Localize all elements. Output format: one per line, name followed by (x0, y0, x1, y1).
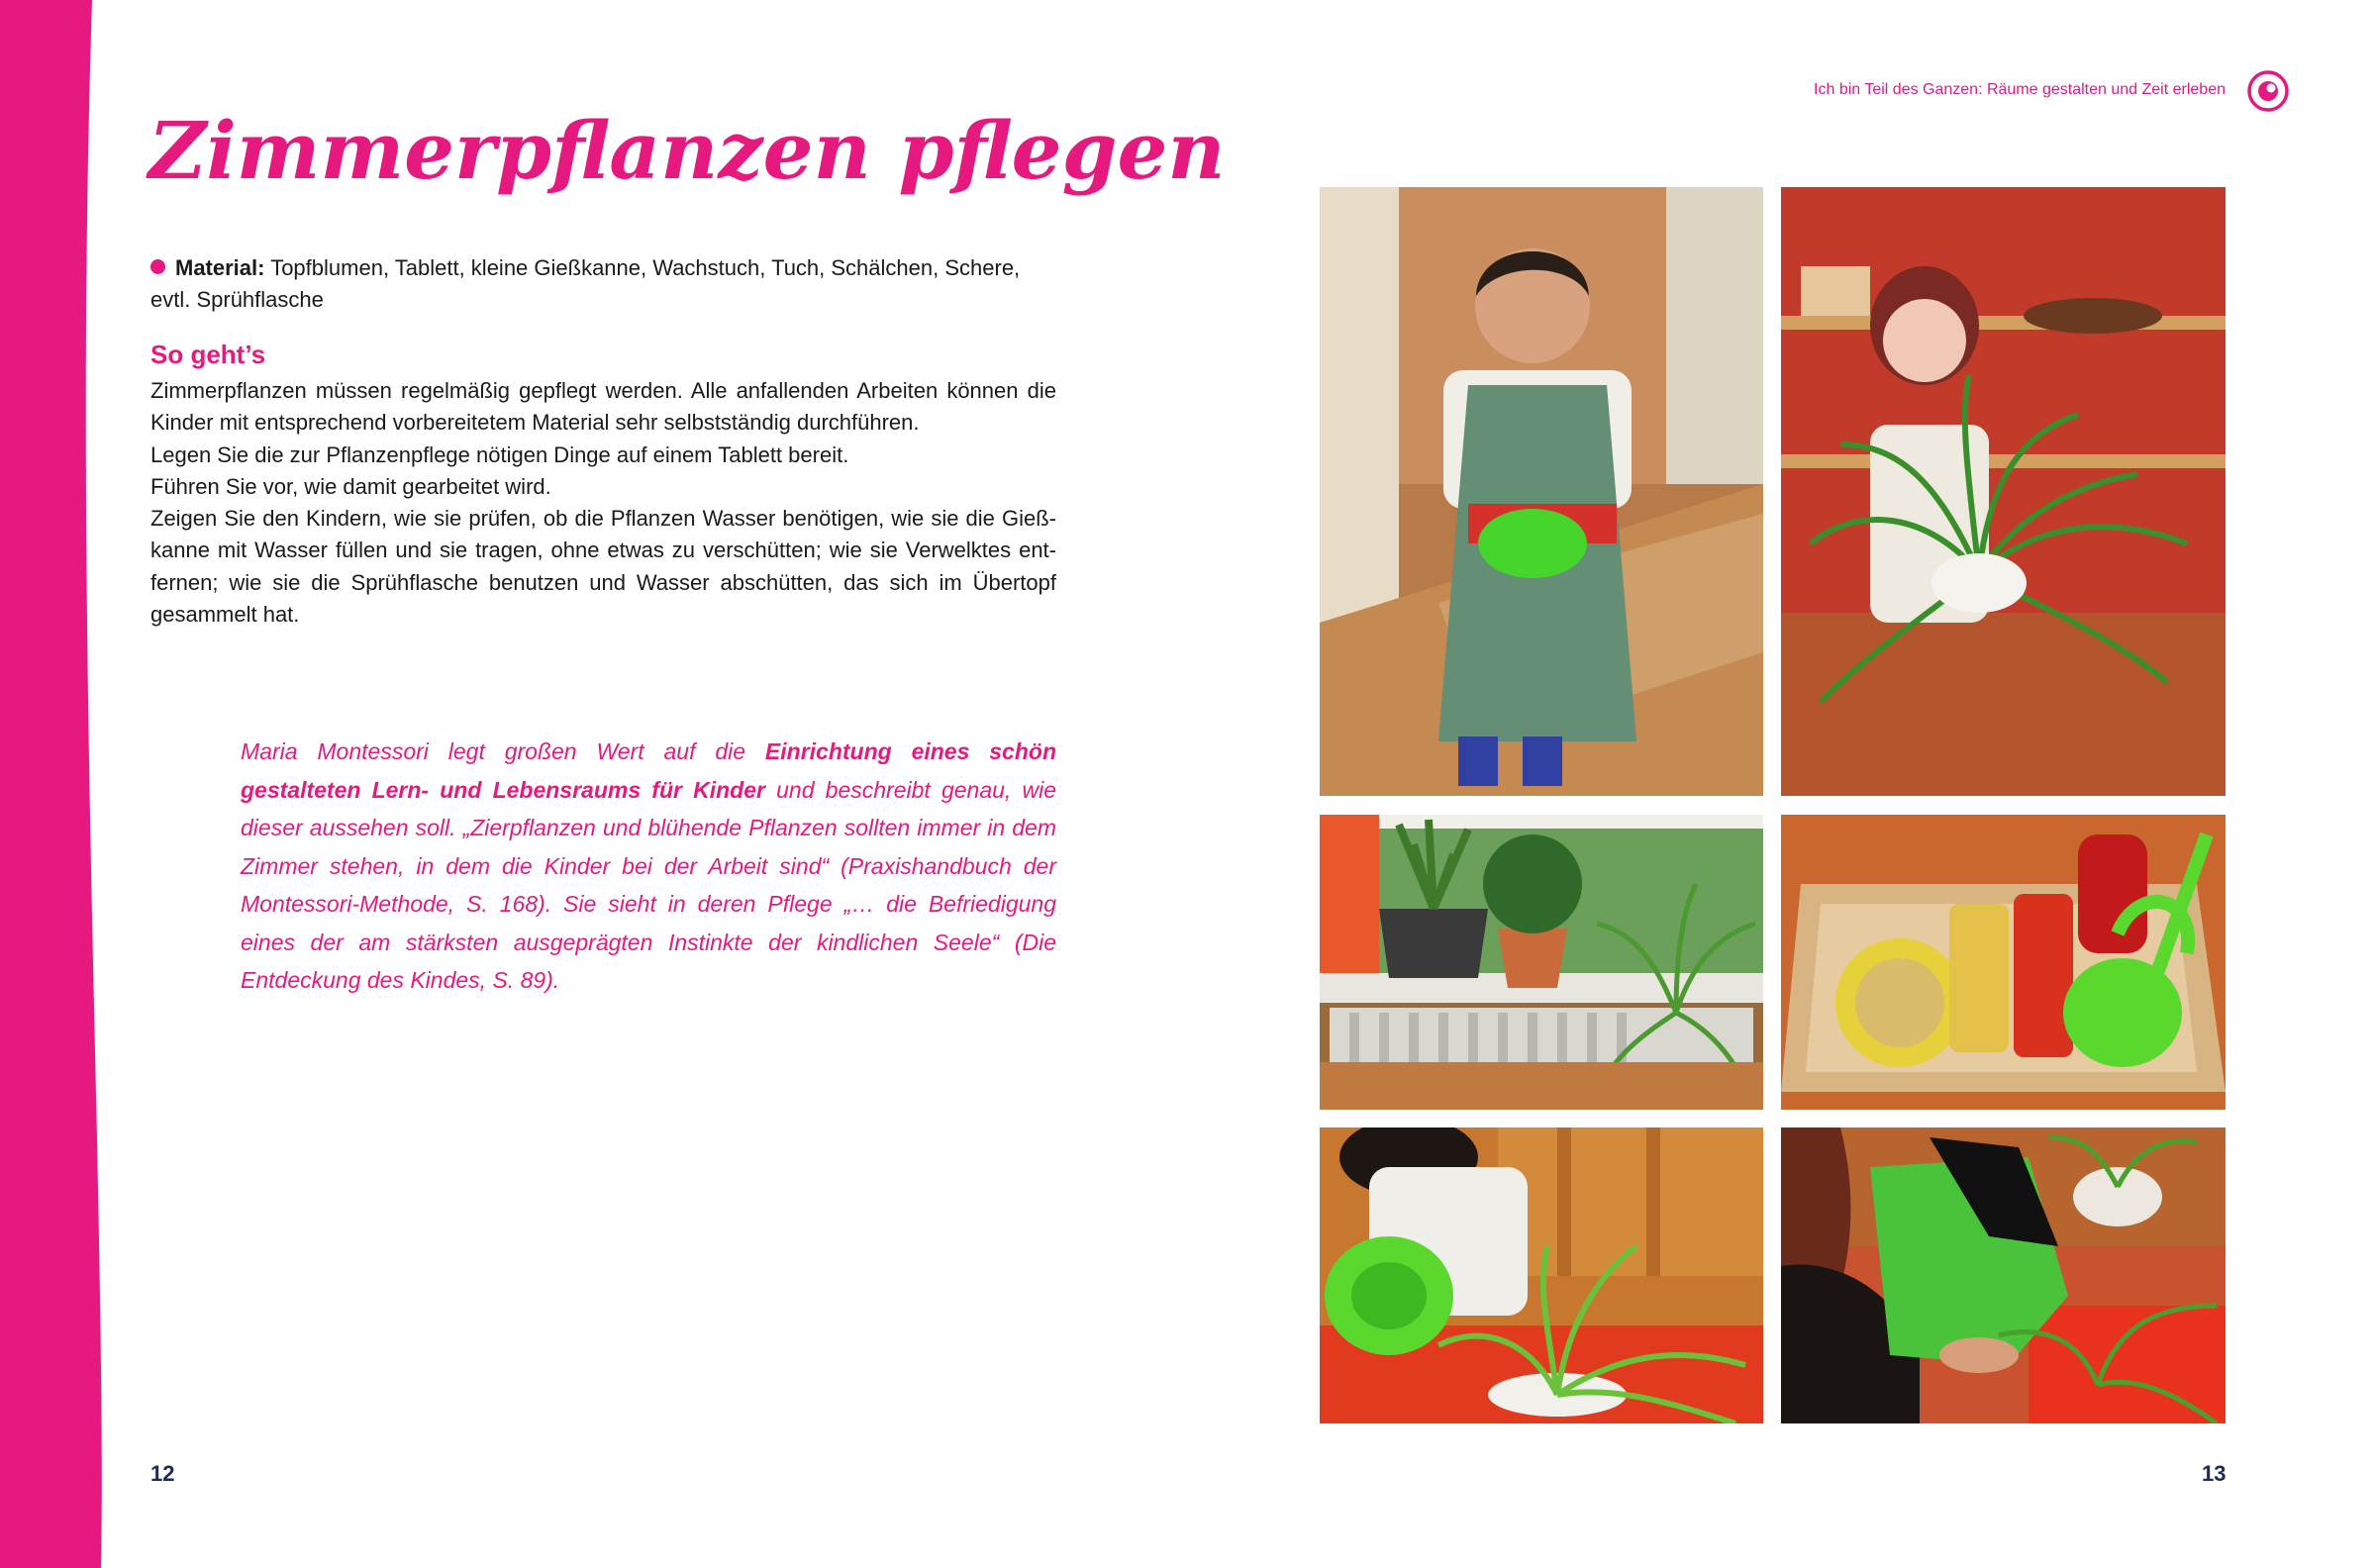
material-line (150, 252, 1056, 316)
body-paragraph: Zeigen Sie den Kindern, wie sie prüfen, ob die Pflanzen Wasser benötigen, wie sie die Gießkanne mit Wasser füllen und sie tragen, ohne etwas zu verschütten; wie sie Verwelktes entfernen; wie sie die Sprühflasche benutzen und Wasser abschütten, das sich im Übertopf gesammelt hat. (150, 506, 1056, 628)
body-paragraph: Zimmerpflanzen müssen regelmäßig gepflegt werden. Alle anfallenden Arbeiten können die Kinder mit entsprechend vorbereitetem Material sehr selbstständig durchführen. (150, 378, 1056, 436)
material-label: Material: (175, 255, 265, 280)
quote-part-1: Maria Montessori legt großen Wert auf die (241, 738, 765, 764)
page-number-right: 13 (2202, 1461, 2227, 1486)
photo-girl-with-spider-plant (1781, 187, 2226, 796)
photo-child-repotting-plant (1781, 1127, 2226, 1423)
photo-boy-watering-plant (1320, 1127, 1763, 1423)
photo-plant-care-tray (1781, 815, 2226, 1110)
magenta-edge-band (0, 0, 119, 1568)
chapter-circle-icon (2246, 69, 2290, 113)
running-header: Ich bin Teil des Ganzen: Räume gestalten und Zeit erleben (1814, 81, 2226, 98)
photo-boy-with-watering-can (1320, 187, 1763, 796)
body-column (150, 252, 1056, 631)
material-text: Topfblumen, Tablett, kleine Gießkanne, Wachstuch, Tuch, Schälchen, Schere, evtl. Sprühflasche (150, 255, 1021, 312)
quote-emphasis: Einrichtung eines schön gestalteten Lern- und Lebensraums für Kinder (241, 738, 1056, 803)
quote-part-2: und beschreibt genau, wie dieser aussehen soll. „Zierpflanzen und blühende Pflanzen sollten immer in dem Zimmer stehen, in dem die Kinder bei der Arbeit sind“ (Praxishandbuch der Montessori-Methode, S. 168). Sie sieht in deren Pflege „… die Befriedigung eines der am stärksten ausgeprägten Instinkte der kindlichen Seele“ (Die Entdeckung des Kindes, S. 89). (241, 776, 1056, 993)
photo-plants-on-windowsill (1320, 815, 1763, 1110)
montessori-quote (241, 733, 1056, 1000)
section-heading: So geht’s (150, 340, 266, 369)
page-number-left: 12 (150, 1461, 175, 1486)
page-title: Zimmerpflanzen pflegen (148, 104, 1226, 197)
body-paragraph: Führen Sie vor, wie damit gearbeitet wird. (150, 473, 551, 499)
bullet-dot-icon (150, 259, 165, 274)
body-paragraph: Legen Sie die zur Pflanzenpflege nötigen Dinge auf einem Tablett bereit. (150, 441, 849, 467)
